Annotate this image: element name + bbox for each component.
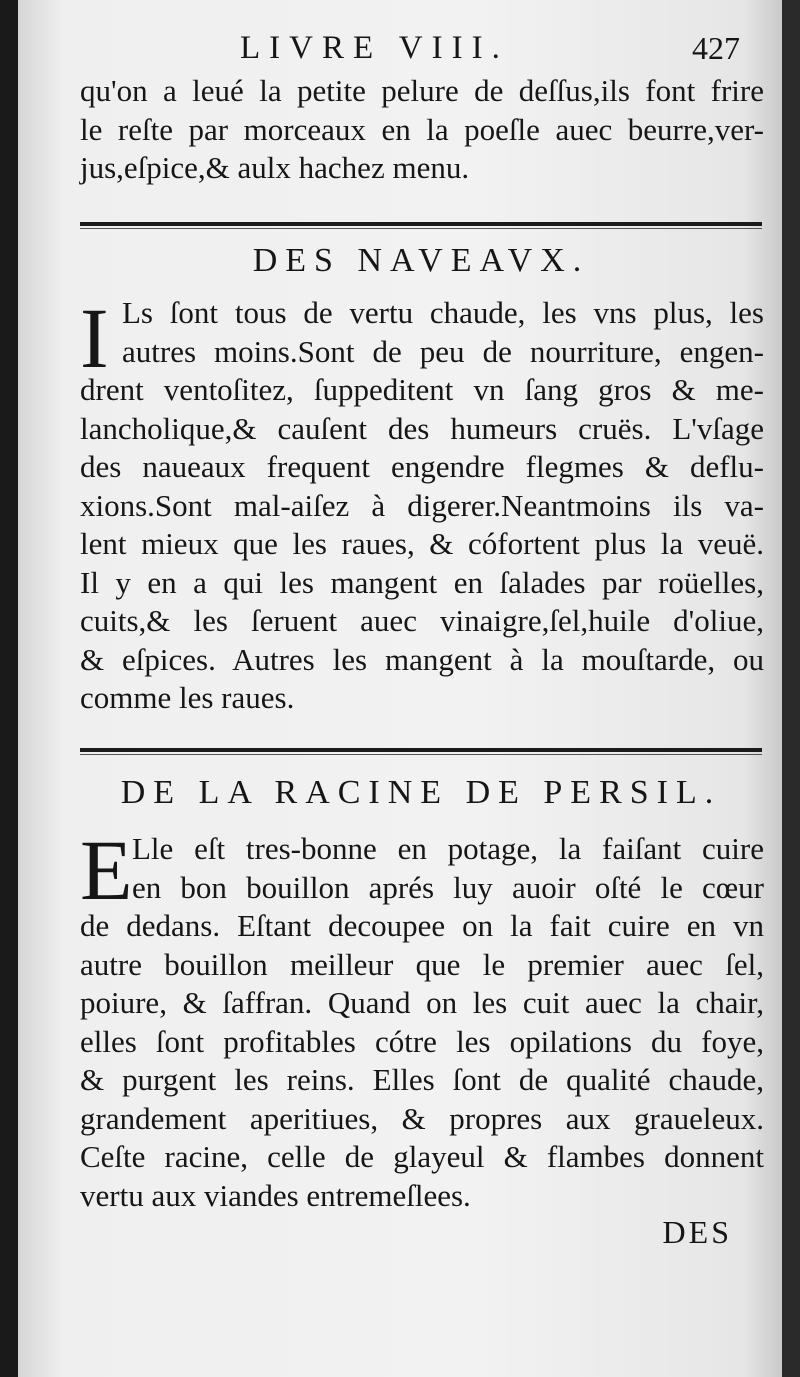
text-line: vertu aux viandes entremeſlees. bbox=[80, 1177, 471, 1213]
text-line: drent ventoſitez, ſuppeditent vn ſang gros & me- bbox=[80, 372, 764, 407]
text-line: cuits,& les ſeruent auec vinaigre,ſel,huile d'oliue, bbox=[80, 603, 764, 638]
text-line: lancholique,& cauſent des humeurs cruës. L'vſage bbox=[80, 410, 764, 446]
running-title: LIVRE VIII. bbox=[240, 30, 509, 66]
text-line: & eſpices. Autres les mangent à la mouſtarde, ou bbox=[80, 641, 764, 677]
text-line: comme les raues. bbox=[80, 680, 295, 715]
text-line: poiure, & ſaffran. Quand on les cuit auec la chair, bbox=[80, 985, 764, 1020]
book-page bbox=[18, 0, 782, 1377]
text-line: jus,eſpice,& aulx hachez menu. bbox=[80, 150, 470, 185]
page-header bbox=[18, 28, 782, 68]
text-line: & purgent les reins. Elles ſont de qualité chaude, bbox=[80, 1062, 764, 1097]
text-line: des naueaux frequent engendre flegmes & deflu- bbox=[80, 449, 764, 484]
text-line: en bon bouillon aprés luy auoir oſté le cœur bbox=[132, 869, 764, 905]
text-line: xions.Sont mal-aiſez à digerer.Neantmoins ils va- bbox=[80, 487, 764, 523]
page-edge-shadow bbox=[782, 0, 800, 1377]
persil-paragraph bbox=[80, 822, 764, 1215]
text-line: de dedans. Eſtant decoupee on la fait cuire en vn bbox=[80, 908, 764, 943]
text-line: grandement aperitiues, & propres aux graueleux. bbox=[80, 1100, 764, 1136]
text-line: elles ſont profitables cótre les opilations du foye, bbox=[80, 1023, 764, 1059]
drop-cap-initial: I bbox=[80, 290, 109, 386]
text-line: le reſte par morceaux en la poeſle auec beurre,ver- bbox=[80, 111, 764, 147]
text-line: autres moins.Sont de peu de nourriture, engen- bbox=[122, 333, 764, 369]
drop-cap-initial: E bbox=[80, 822, 133, 918]
catchword: DES bbox=[662, 1214, 732, 1250]
page-number: 427 bbox=[692, 30, 740, 66]
text-line: Ceſte racine, celle de glayeul & flambes donnent bbox=[80, 1139, 764, 1174]
naveaux-paragraph bbox=[80, 290, 764, 718]
intro-paragraph bbox=[80, 72, 764, 188]
text-line: autre bouillon meilleur que le premier auec ſel, bbox=[80, 946, 764, 982]
section-divider bbox=[80, 748, 762, 755]
text-line: Ls ſont tous de vertu chaude, les vns plus, les bbox=[122, 295, 764, 330]
text-line: Lle eſt tres-bonne en potage, la faiſant cuire bbox=[132, 831, 764, 866]
section-title-naveaux: DES NAVEAVX. bbox=[252, 242, 590, 279]
text-line: Il y en a qui les mangent en ſalades par roüelles, bbox=[80, 564, 764, 600]
text-line: qu'on a leué la petite pelure de deſſus,ils font frire bbox=[80, 73, 764, 108]
section-title-persil: DE LA RACINE DE PERSIL. bbox=[120, 774, 722, 811]
section-divider bbox=[80, 222, 762, 229]
text-line: lent mieux que les raues, & cófortent plus la veuë. bbox=[80, 526, 764, 561]
